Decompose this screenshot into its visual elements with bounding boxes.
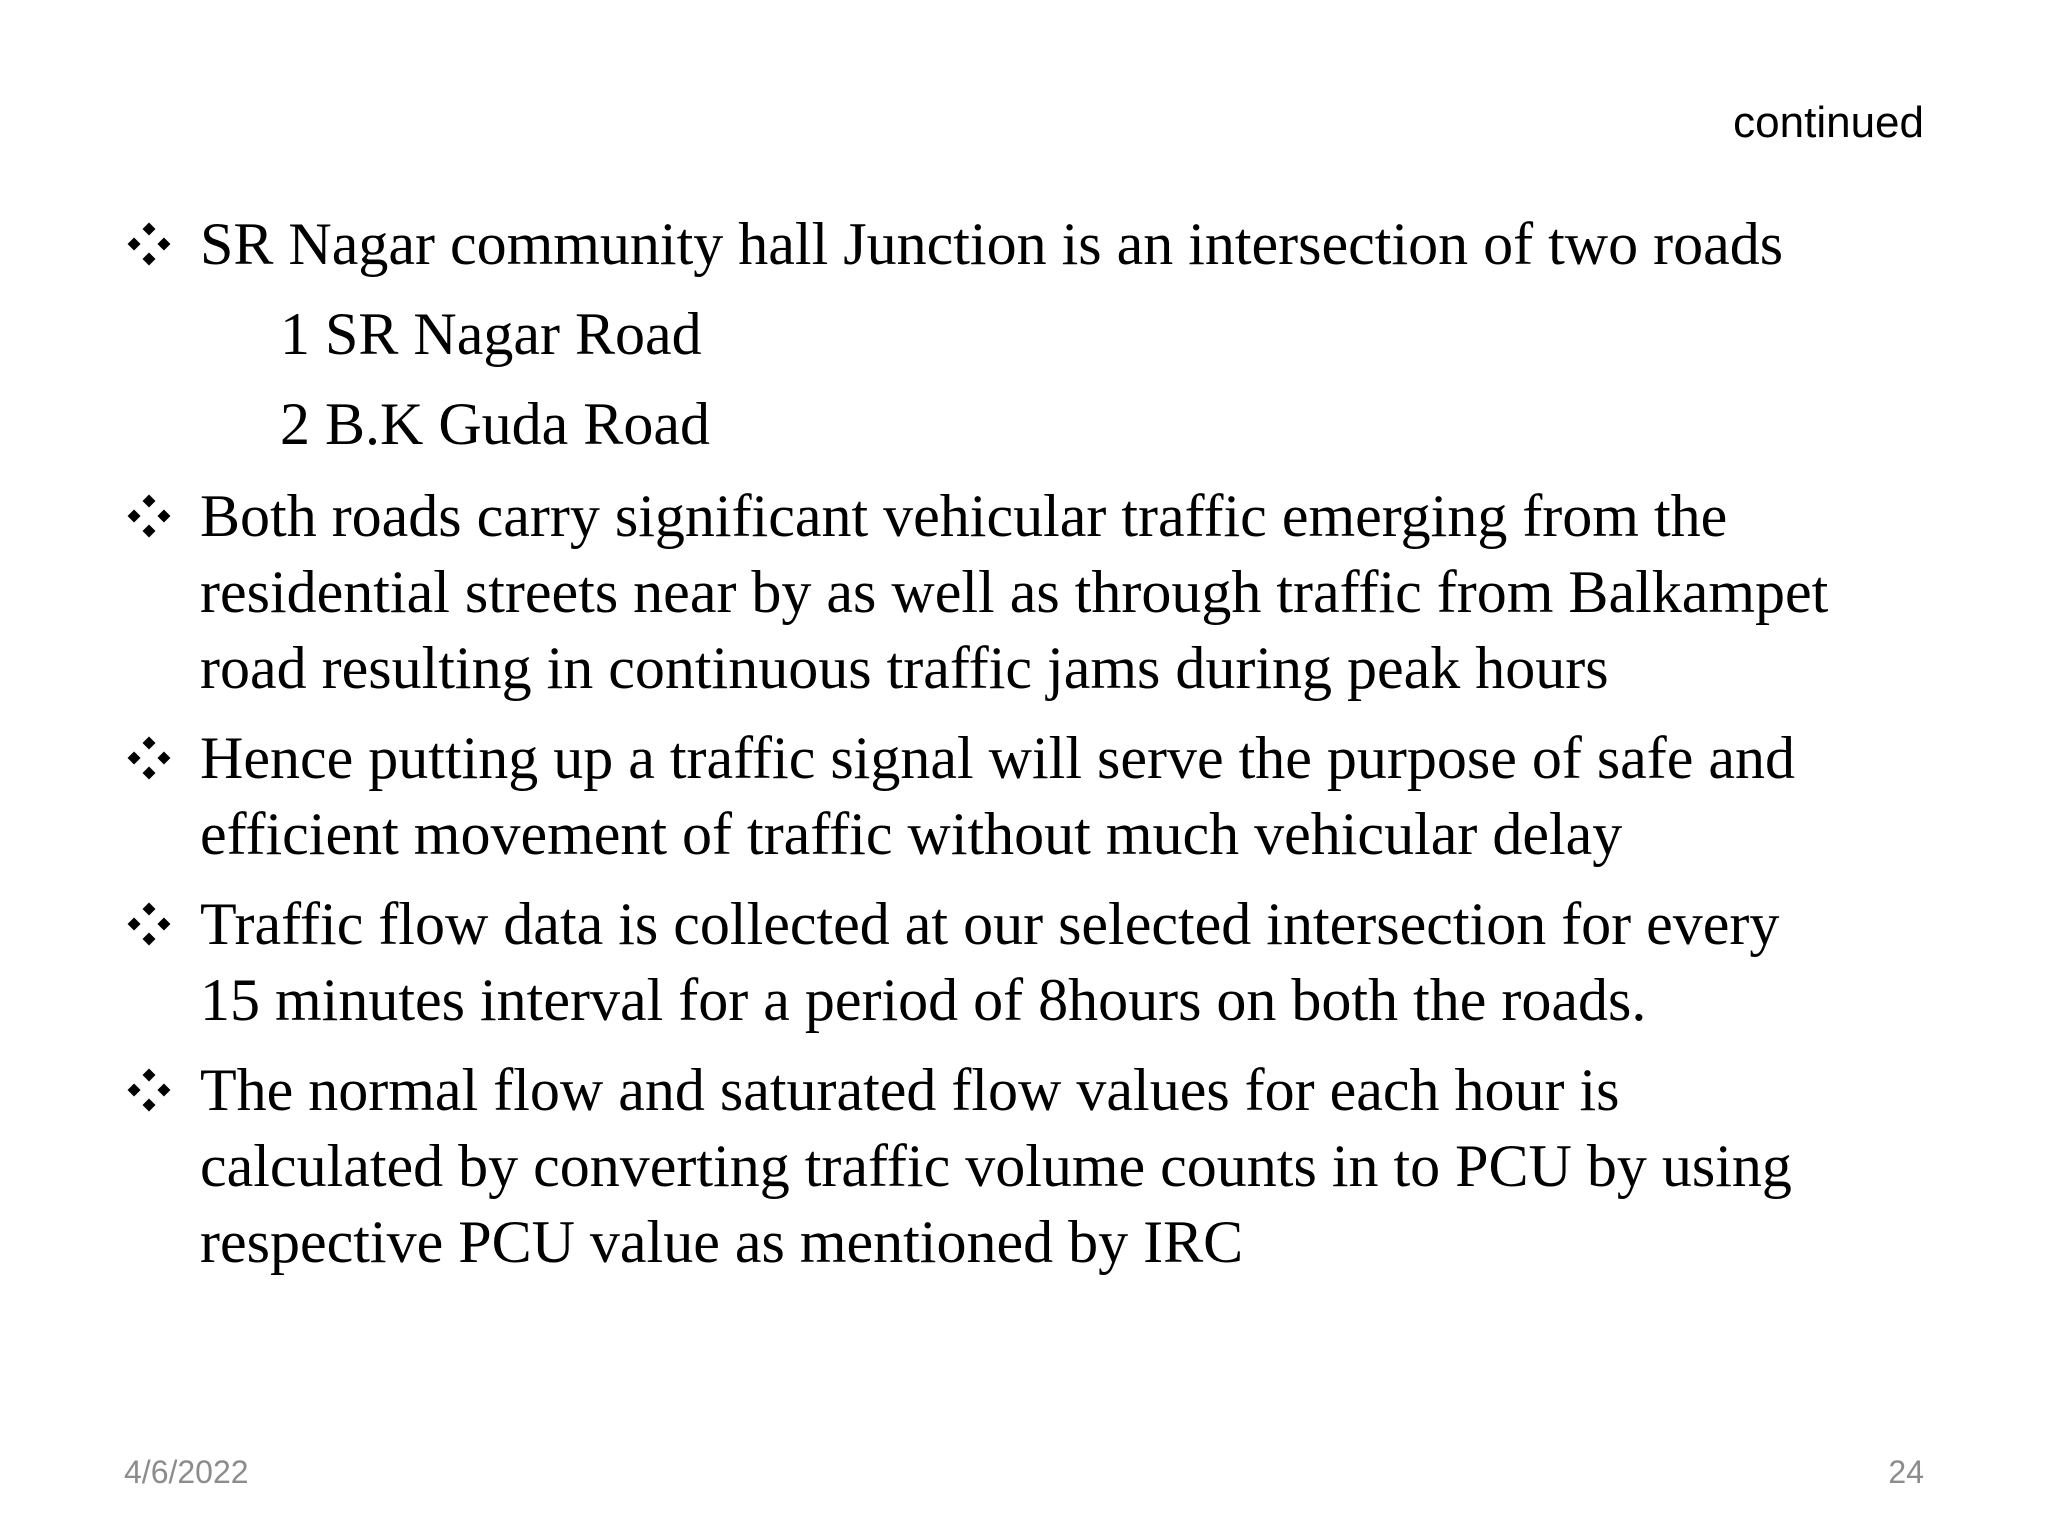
bullet-text: The normal flow and saturated flow values for each hour is calculated by converting traffic volume counts in to PCU by using respective PCU value as mentioned by IRC [200,1057,1792,1275]
slide-body [126,206,1956,1294]
bullet-text: Hence putting up a traffic signal will serve the purpose of safe and efficient movement of traffic without much vehicular delay [200,725,1796,867]
bullet-text: Traffic flow data is collected at our selected intersection for every 15 minutes interval for a period of 8hours on both the roads. [200,891,1780,1033]
page-number: 24 [1888,1454,1924,1490]
diamond-bullet-icon [126,1052,200,1128]
bullet-item [126,478,1956,706]
bullet-item [126,206,1956,282]
footer-date: 4/6/2022 [124,1454,249,1490]
diamond-bullet-icon [126,478,200,554]
road-list [280,296,1956,462]
continued-label: continued [1733,98,1924,147]
bullet-item [126,1052,1956,1280]
bullet-item [126,720,1956,872]
diamond-bullet-icon [126,886,200,962]
bullet-text: Both roads carry significant vehicular traffic emerging from the residential streets near by as well as through traffic from Balkampet road resulting in continuous traffic jams during peak hours [200,483,1829,701]
diamond-bullet-icon [126,206,200,282]
diamond-bullet-icon [126,720,200,796]
bullet-text: SR Nagar community hall Junction is an intersection of two roads [200,211,1784,277]
road-list-item: 1 SR Nagar Road [280,301,702,367]
bullet-item [126,886,1956,1038]
road-list-item: 2 B.K Guda Road [280,391,710,457]
